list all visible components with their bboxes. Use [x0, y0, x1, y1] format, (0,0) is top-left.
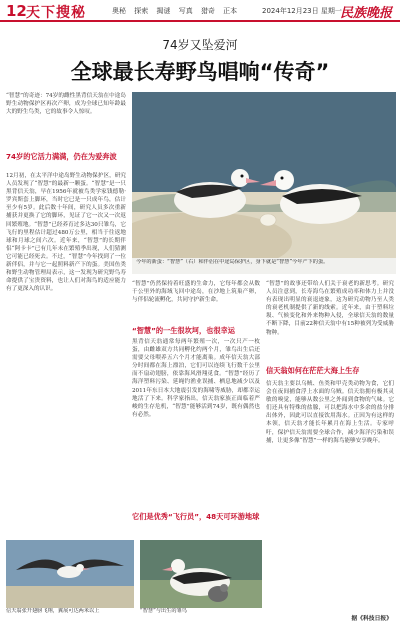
- albatross-pair-image: [132, 92, 396, 258]
- chick-photo: [140, 540, 262, 608]
- article-headline: 全球最长寿野鸟唱响“传奇”: [70, 60, 330, 84]
- subhead-2: “智慧”的一生很坎坷，也很幸运: [132, 326, 235, 335]
- column2-intro: “智慧”仍然保持着旺盛的生命力，它每年都会从数千公里外的海域飞回中途岛，在沙地上筑巢产卵，与伴侣轮流孵化，共同守护新生命。: [132, 281, 260, 304]
- section-tags: [112, 6, 243, 16]
- column3-body: “智慧”的故事还带给人们关于衰老的新思考。研究人员注意到，长寿海鸟在繁殖成功率和体力上并没有表现出明显的衰退迹象，这为研究动物乃至人类的衰老机制提供了新的线索。近年来，由于塑料垃圾、气候变化和外来物种入侵，全球信天翁的数量不断下降，目前22种信天翁中有15种被列为受威胁物种。: [266, 281, 394, 336]
- subhead-1: 74岁的它活力满满，仍在为爱奔波: [6, 152, 117, 161]
- issue-date: 2024年12月23日 星期一: [262, 7, 342, 15]
- tag: 奥秘: [112, 7, 126, 15]
- page-header: [0, 0, 400, 22]
- column2-body: 黑背信天翁通常每两年繁殖一次，一次只产一枚蛋，由雌雄双方共同孵化约两个月，雏鸟出生后还需要父母喂养五六个月才能离巢。成年信天翁大部分时间都在海上漂泊，它们可以连续飞行数千公里而不扇动翅膀，依靠海风滑翔觅食。“智慧”经历了海洋塑料污染、延绳钓渔业误捕、栖息地减少以及2011年东日本大地震引发的海啸等威胁，却都幸运地活了下来。科学家指出，信天翁家族正面临着严峻的生存危机，“智慧”能够活到74岁，既有偶然也有必然。: [132, 339, 260, 418]
- tag: 正本: [223, 7, 238, 15]
- main-photo: [132, 92, 396, 258]
- page-number: 12: [6, 2, 27, 20]
- chick-photo-caption: “智慧”与出生的雏鸟: [140, 608, 187, 614]
- flying-albatross-photo: [6, 540, 134, 608]
- newspaper-logo: 民族晚报: [340, 6, 393, 21]
- albatross-with-chick-image: [140, 540, 262, 608]
- article-subtitle: 74岁又坠爱河: [162, 38, 238, 52]
- subhead-4: 信天翁如何在茫茫大海上生存: [266, 366, 360, 375]
- flying-albatross-image: [6, 540, 134, 608]
- column3-body-2: 信天翁主要以乌贼、鱼类和甲壳类动物为食，它们会在夜间捕食浮上水面的乌贼。信天翁拥有极其灵敏的嗅觉，能够从数公里之外闻到食物的气味。它们还具有特殊的盐腺，可以把海水中多余的盐分排出体外，因此可以直接饮用海水。正因为有这样的本领，信天翁才能长年累月在海上生活。专家呼吁，保护信天翁需要全球合作，减少海洋污染和误捕，让更多像“智慧”一样的海鸟能够安享晚年。: [266, 381, 394, 444]
- flying-photo-caption: 信天翁张开翅膀飞翔，翼展可达两米以上: [6, 608, 100, 614]
- tag: 猎奇: [200, 7, 215, 15]
- main-photo-caption: 今年的新蛋：“智慧”（右）和伴侣在中途岛保护区，身下就是“智慧”今年产下的蛋。: [136, 259, 329, 265]
- tag: 写真: [178, 7, 193, 15]
- section-title: 天下搜秘: [26, 5, 86, 21]
- article-credit: 据《科技日报》: [351, 616, 392, 622]
- column1-intro: “智慧”的奇迹：74岁的雌性黑背信天翁在中途岛野生动物保护区再次产卵，成为全球已知年龄最大的野生鸟类，它的故事令人惊叹。: [6, 93, 126, 116]
- column1-body: 12月初，在太平洋中途岛野生动物保护区，研究人员发现了“智慧”的最新一颗蛋。“智慧”是一只黑背信天翁，早在1956年就被鸟类学家钱德勒·罗宾斯套上脚环，当时它已是一只成年鸟，估计至少有5岁。此后数十年间，研究人员多次重新捕获并更换了它的脚环，见证了它一次又一次返回繁殖地。“智慧”已经养育过多达30只雏鸟，它飞行的里程估计超过480万公里，相当于往返地球和月球之间六次。近年来，“智慧”的长期伴侣“阿卡卡”已有几年未在繁殖季出现，人们猜测它可能已经死去。不过，“智慧”今年找到了一位新伴侣，并与它一起照料新产下的蛋。美国鱼类和野生动物管理局表示，这一发现为研究野鸟寿命提供了宝贵资料，也让人们对海鸟的适应能力有了更深入的认识。: [6, 173, 126, 293]
- subhead-3: 它们是优秀“飞行员”，48天可环游地球: [132, 512, 260, 521]
- tag: 揭谜: [156, 7, 171, 15]
- tag: 探索: [134, 7, 149, 15]
